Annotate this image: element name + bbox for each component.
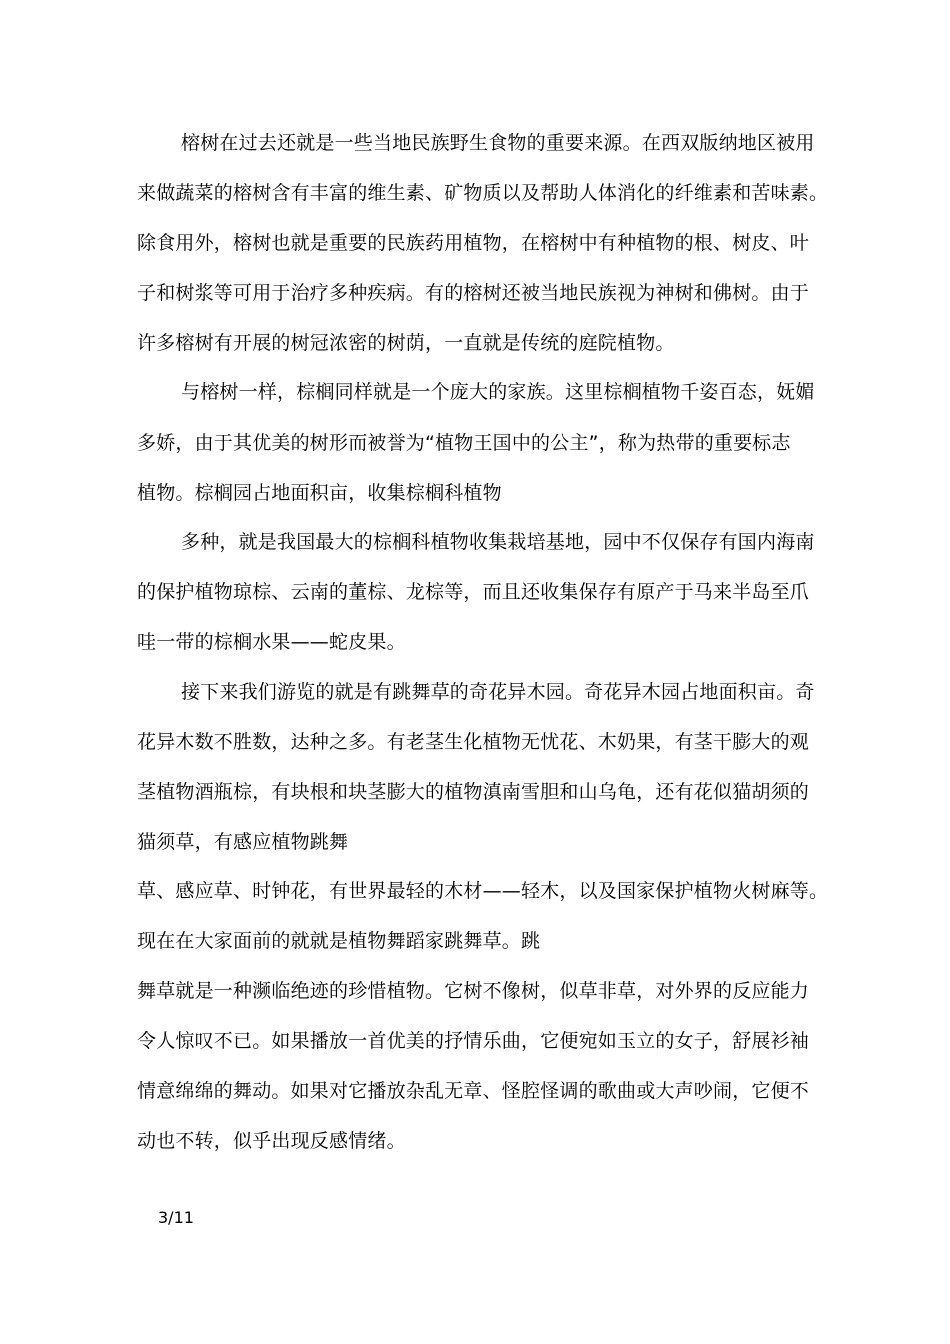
- page-number: 3/11: [158, 1208, 194, 1227]
- text-line-16: 草、感应草、时钟花，有世界最轻的木材——轻木，以及国家保护植物火树麻等。: [137, 880, 829, 902]
- text-line-13: 花异木数不胜数，达种之多。有老茎生化植物无忧花、木奶果，有茎干膨大的观: [137, 731, 810, 753]
- text-line-10: 的保护植物琼棕、云南的董棕、龙棕等，而且还收集保存有原产于马来半岛至爪: [137, 581, 810, 603]
- text-line-8: 植物。棕榈园占地面积亩，收集棕榈科植物: [137, 482, 502, 504]
- text-line-14: 茎植物酒瓶棕，有块根和块茎膨大的植物滇南雪胆和山乌龟，还有花似猫胡须的: [137, 781, 810, 803]
- text-line-19: 令人惊叹不已。如果播放一首优美的抒情乐曲，它便宛如玉立的女子，舒展衫袖: [137, 1030, 810, 1052]
- text-line-4: 子和树浆等可用于治疗多种疾病。有的榕树还被当地民族视为神树和佛树。由于: [137, 282, 810, 304]
- text-line-20: 情意绵绵的舞动。如果对它播放杂乱无章、怪腔怪调的歌曲或大声吵闹，它便不: [137, 1080, 810, 1102]
- text-line-3: 除食用外，榕树也就是重要的民族药用植物，在榕树中有种植物的根、树皮、叶: [137, 232, 810, 254]
- text-line-11: 哇一带的棕榈水果——蛇皮果。: [137, 631, 406, 653]
- text-line-2: 来做蔬菜的榕树含有丰富的维生素、矿物质以及帮助人体消化的纤维素和苦味素。: [137, 182, 829, 204]
- text-line-1: 榕树在过去还就是一些当地民族野生食物的重要来源。在西双版纳地区被用: [181, 132, 815, 154]
- text-line-17: 现在在大家面前的就就是植物舞蹈家跳舞草。跳: [137, 930, 541, 952]
- text-line-5: 许多榕树有开展的树冠浓密的树荫，一直就是传统的庭院植物。: [137, 332, 675, 354]
- text-line-21: 动也不转，似乎出现反感情绪。: [137, 1130, 406, 1152]
- text-line-12: 接下来我们游览的就是有跳舞草的奇花异木园。奇花异木园占地面积亩。奇: [181, 681, 815, 703]
- text-line-15: 猫须草，有感应植物跳舞: [137, 831, 349, 853]
- text-line-7: 多娇，由于其优美的树形而被誉为“植物王国中的公主”，称为热带的重要标志: [137, 432, 791, 454]
- text-line-18: 舞草就是一种濒临绝迹的珍惜植物。它树不像树，似草非草，对外界的反应能力: [137, 980, 810, 1002]
- text-line-6: 与榕树一样，棕榈同样就是一个庞大的家族。这里棕榈植物千姿百态，妩媚: [181, 381, 815, 403]
- text-line-9: 多种，就是我国最大的棕榈科植物收集栽培基地，园中不仅保存有国内海南: [181, 531, 815, 553]
